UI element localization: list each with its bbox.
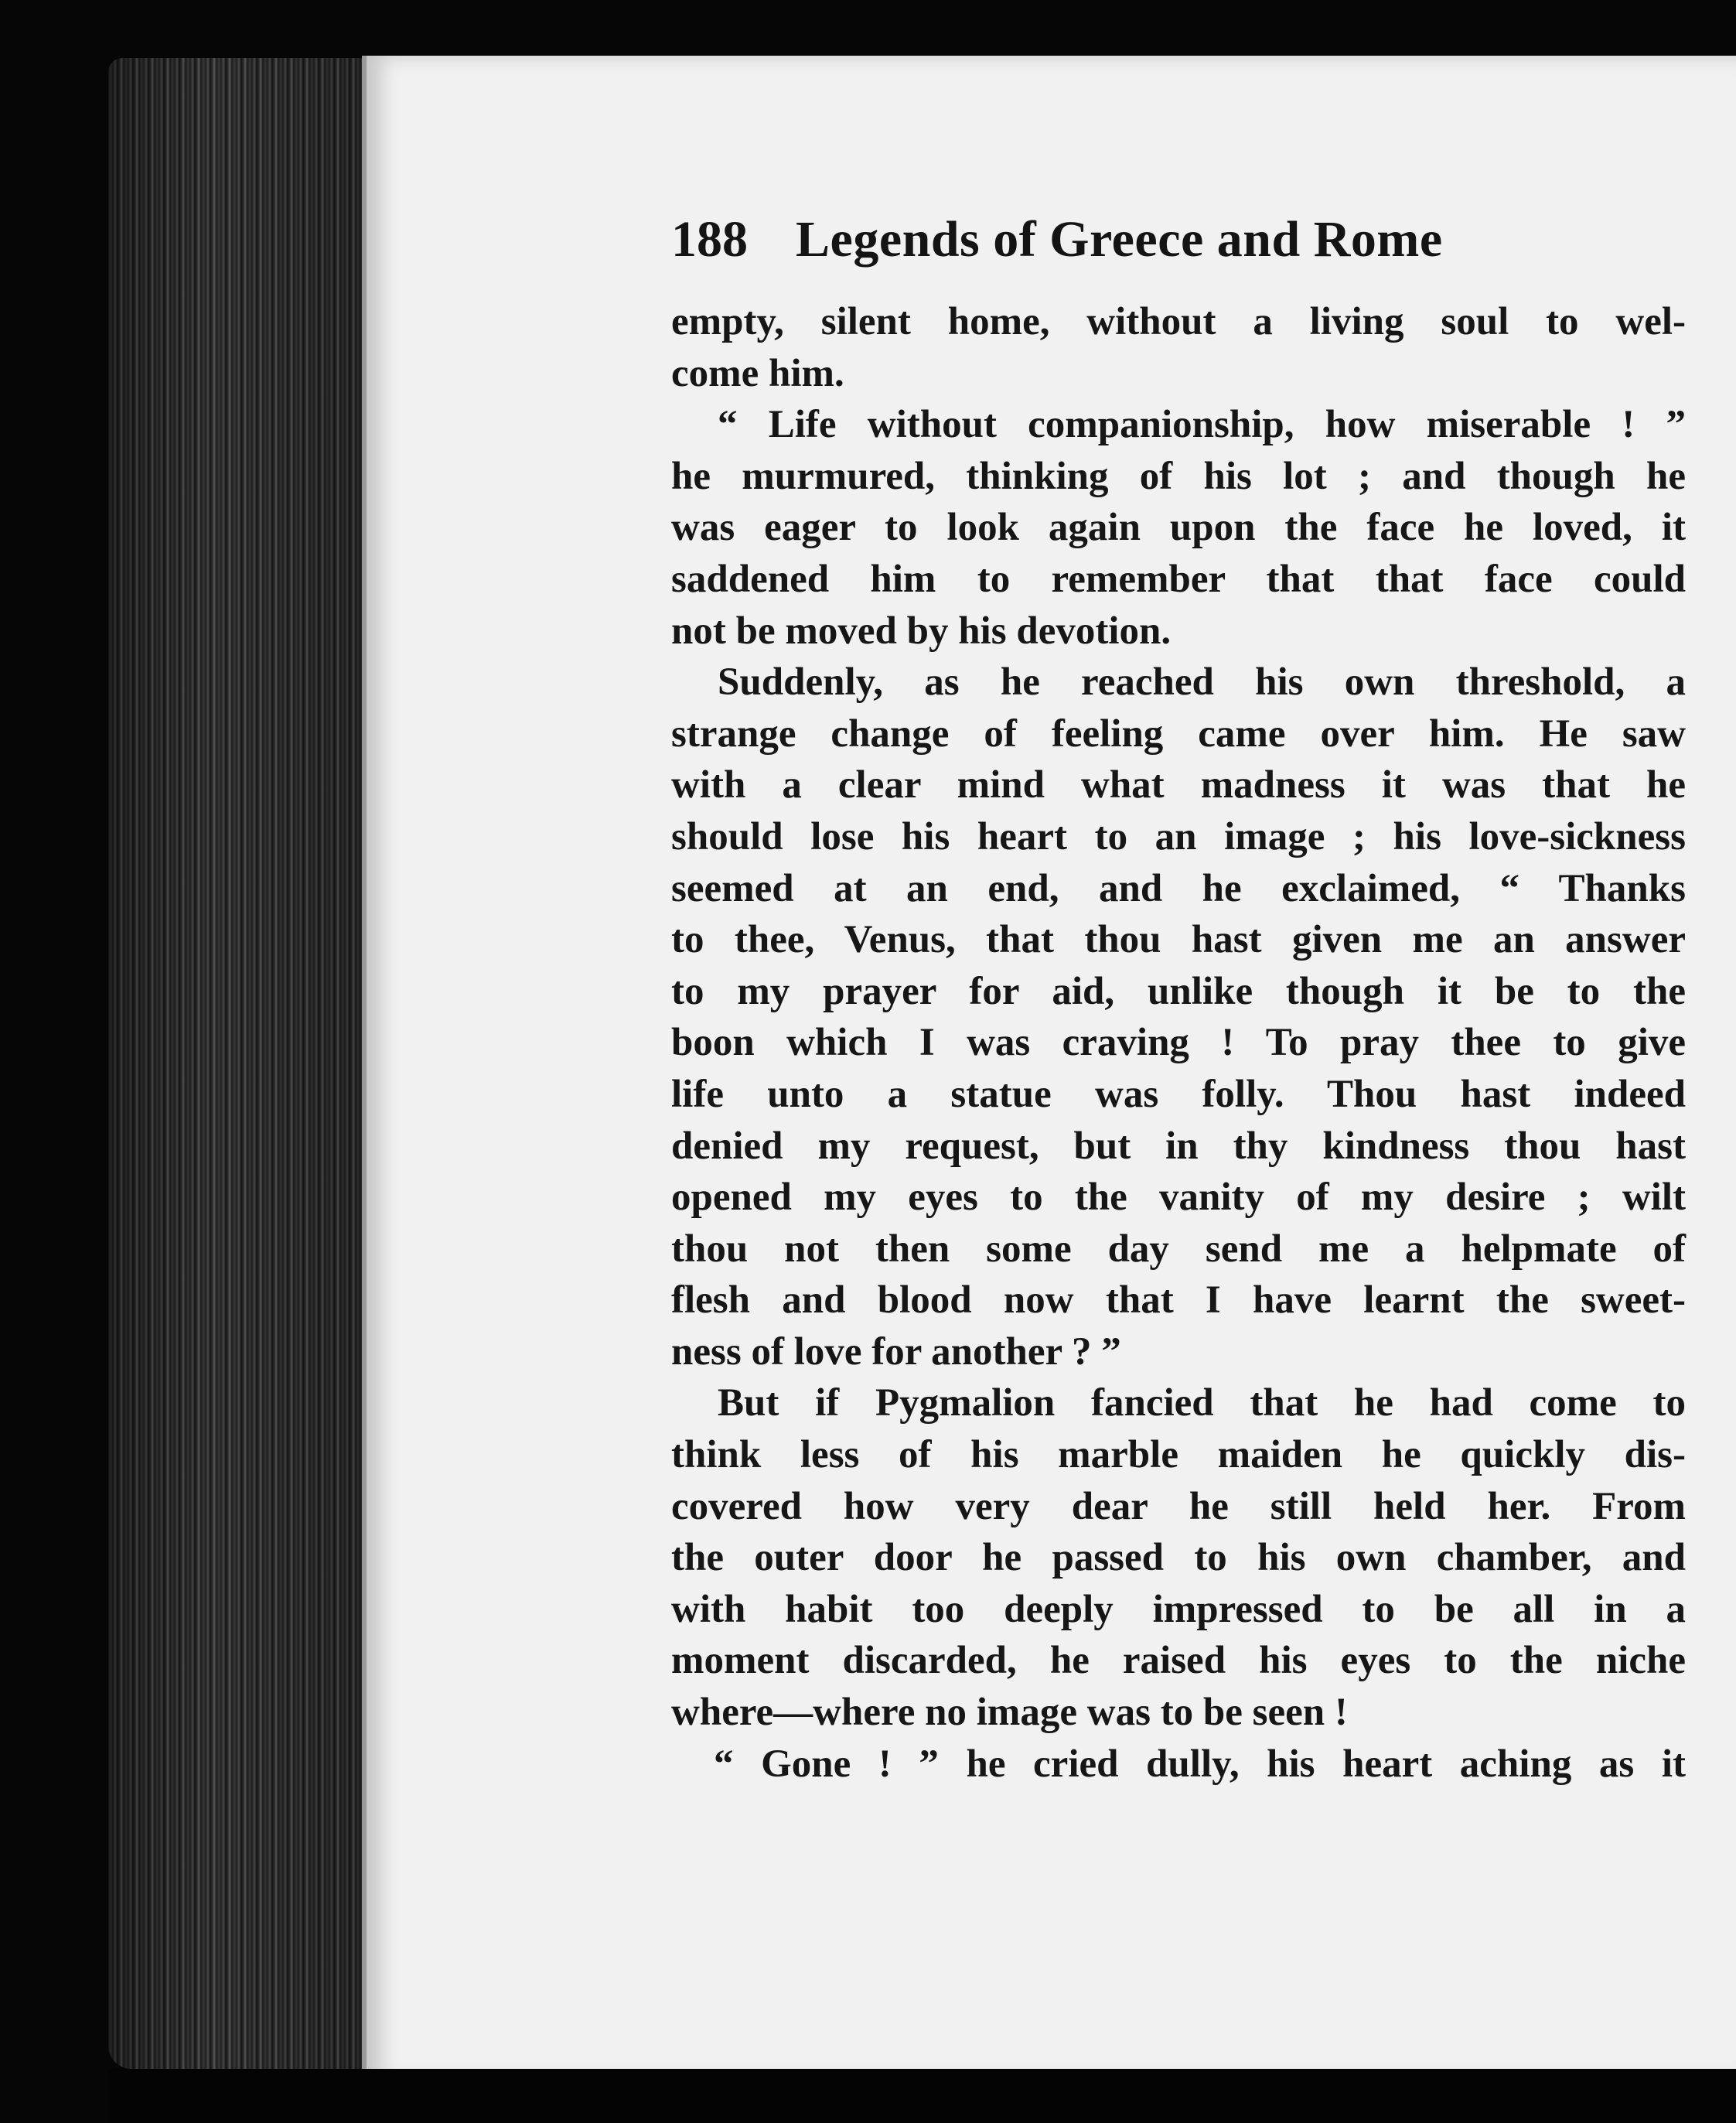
text-line: should lose his heart to an image ; his love-sickness: [671, 814, 1686, 858]
text-line: Suddenly, as he reached his own threshold, a: [718, 660, 1686, 705]
text-line: seemed at an end, and he exclaimed, “ Thanks: [671, 866, 1686, 910]
book-page-edges: [108, 58, 371, 2069]
text-line: not be moved by his devotion.: [671, 609, 1172, 653]
text-line: denied my request, but in thy kindness thou hast: [671, 1124, 1686, 1168]
text-line: life unto a statue was folly. Thou hast indeed: [671, 1072, 1686, 1116]
text-line: where—where no image was to be seen !: [671, 1691, 1348, 1735]
page-bottom-shadow: [108, 2069, 1736, 2123]
text-line: strange change of feeling came over him. He saw: [671, 712, 1686, 756]
text-line: thou not then some day send me a helpmate of: [671, 1227, 1686, 1271]
body-text: [671, 296, 1686, 1790]
text-line: saddened him to remember that that face could: [671, 557, 1686, 601]
text-line: moment discarded, he raised his eyes to the niche: [671, 1639, 1686, 1683]
text-line: with a clear mind what madness it was that he: [671, 763, 1686, 807]
text-line: ness of love for another ? ”: [671, 1329, 1121, 1374]
text-line: come him.: [671, 351, 844, 395]
page-number: 188: [671, 211, 748, 268]
running-title: Legends of Greece and Rome: [796, 211, 1443, 268]
text-line: flesh and blood now that I have learnt the sweet-: [671, 1278, 1686, 1323]
text-line: was eager to look again upon the face he loved, it: [671, 506, 1686, 550]
text-line: to my prayer for aid, unlike though it be to the: [671, 969, 1686, 1013]
text-line: the outer door he passed to his own chamber, and: [671, 1536, 1686, 1580]
text-line: “ Life without companionship, how miserable ! ”: [718, 403, 1686, 447]
text-line: But if Pygmalion fancied that he had come to: [718, 1381, 1686, 1425]
text-line: boon which I was craving ! To pray thee to give: [671, 1021, 1686, 1065]
text-line: covered how very dear he still held her. From: [671, 1484, 1686, 1528]
text-line: opened my eyes to the vanity of my desire ; wilt: [671, 1176, 1686, 1220]
text-line: to thee, Venus, that thou hast given me an answer: [671, 918, 1686, 962]
text-line: “ Gone ! ” he cried dully, his heart aching as it: [714, 1742, 1686, 1786]
text-line: empty, silent home, without a living soul to wel-: [671, 300, 1686, 343]
text-line: he murmured, thinking of his lot ; and though he: [671, 454, 1686, 498]
text-line: think less of his marble maiden he quickly dis-: [671, 1433, 1686, 1477]
text-line: with habit too deeply impressed to be all in a: [671, 1587, 1686, 1631]
page-header: [671, 210, 1692, 272]
